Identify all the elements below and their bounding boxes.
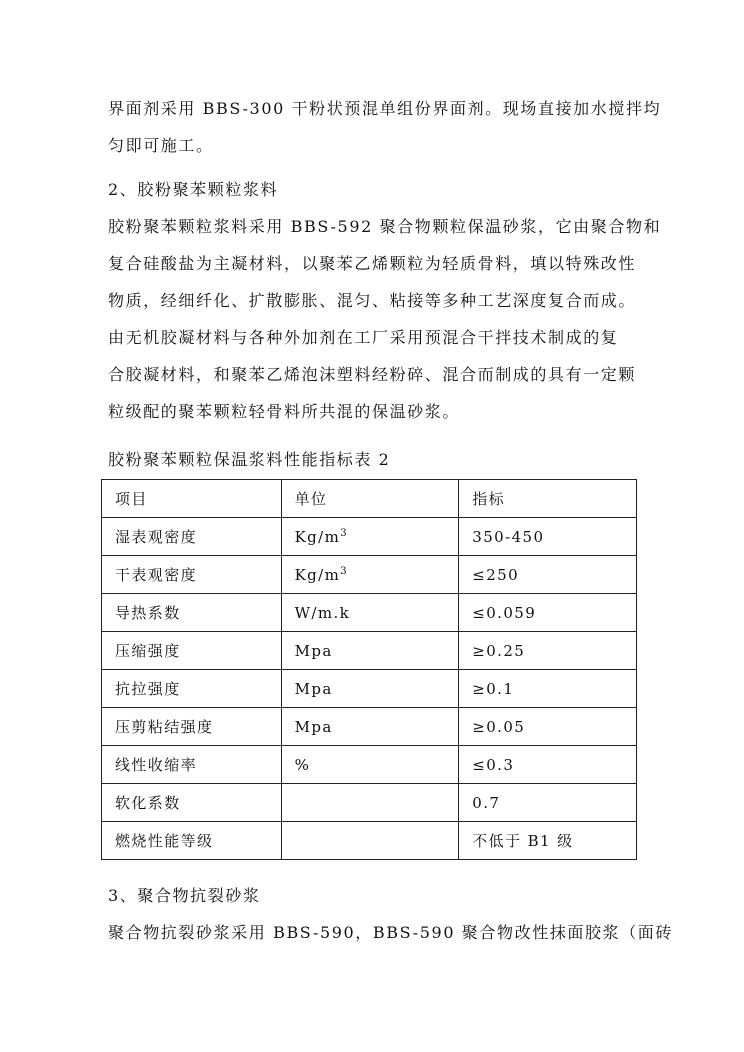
paragraph-line: 匀即可施工。 bbox=[108, 136, 214, 155]
paragraph-line: 由无机胶凝材料与各种外加剂在工厂采用预混合干拌技术制成的复 bbox=[108, 328, 619, 347]
table-header-row bbox=[102, 480, 637, 518]
table-row bbox=[102, 784, 637, 822]
unit-superscript: 3 bbox=[340, 527, 349, 539]
table-row bbox=[102, 556, 637, 594]
cell-index: ≤0.059 bbox=[459, 594, 637, 632]
interface-agent-paragraph bbox=[108, 90, 662, 164]
table-row bbox=[102, 822, 637, 860]
cell-unit bbox=[281, 784, 459, 822]
cell-index: 350-450 bbox=[459, 518, 637, 556]
cell-unit bbox=[281, 632, 459, 670]
cell-item: 抗拉强度 bbox=[102, 670, 282, 708]
paragraph-line: 胶粉聚苯颗粒浆料采用 BBS-592 聚合物颗粒保温砂浆，它由聚合物和 bbox=[108, 217, 662, 236]
table-row bbox=[102, 518, 637, 556]
unit-superscript: 3 bbox=[340, 565, 349, 577]
cell-item: 干表观密度 bbox=[102, 556, 282, 594]
paragraph-line: 界面剂采用 BBS-300 干粉状预混单组份界面剂。现场直接加水搅拌均 bbox=[108, 99, 662, 118]
performance-index-table bbox=[101, 479, 637, 860]
cell-index: 0.7 bbox=[459, 784, 637, 822]
cell-item: 软化系数 bbox=[102, 784, 282, 822]
header-item: 项目 bbox=[102, 480, 282, 518]
unit-base: % bbox=[294, 755, 311, 774]
table-row bbox=[102, 708, 637, 746]
cell-item: 湿表观密度 bbox=[102, 518, 282, 556]
paragraph-line: 合胶凝材料，和聚苯乙烯泡沫塑料经粉碎、混合而制成的具有一定颗 bbox=[108, 365, 637, 384]
table-row bbox=[102, 594, 637, 632]
table-row bbox=[102, 746, 637, 784]
cell-unit bbox=[281, 556, 459, 594]
cell-item: 压缩强度 bbox=[102, 632, 282, 670]
unit-base: Mpa bbox=[294, 717, 333, 736]
cell-index: ≥0.25 bbox=[459, 632, 637, 670]
cell-unit bbox=[281, 746, 459, 784]
paragraph-line: 粒级配的聚苯颗粒轻骨料所共混的保温砂浆。 bbox=[108, 402, 461, 421]
header-unit: 单位 bbox=[281, 480, 459, 518]
unit-base: Kg/m bbox=[294, 527, 341, 546]
cell-index: ≥0.05 bbox=[459, 708, 637, 746]
table-row bbox=[102, 670, 637, 708]
unit-base: Mpa bbox=[294, 679, 333, 698]
cell-item: 压剪粘结强度 bbox=[102, 708, 282, 746]
header-index: 指标 bbox=[459, 480, 637, 518]
cell-unit bbox=[281, 594, 459, 632]
paragraph-line: 物质，经细纤化、扩散膨胀、混匀、粘接等多种工艺深度复合而成。 bbox=[108, 291, 637, 310]
cell-unit bbox=[281, 822, 459, 860]
section-2-heading: 2、胶粉聚苯颗粒浆料 bbox=[108, 180, 279, 199]
paragraph-line: 复合硅酸盐为主凝材料，以聚苯乙烯颗粒为轻质骨料，填以特殊改性 bbox=[108, 254, 637, 273]
cell-item: 线性收缩率 bbox=[102, 746, 282, 784]
cell-item: 燃烧性能等级 bbox=[102, 822, 282, 860]
unit-base: Mpa bbox=[294, 641, 333, 660]
cell-index: ≥0.1 bbox=[459, 670, 637, 708]
cell-unit bbox=[281, 708, 459, 746]
table-caption: 胶粉聚苯颗粒保温浆料性能指标表 2 bbox=[108, 450, 391, 469]
cell-index: 不低于 B1 级 bbox=[459, 822, 637, 860]
unit-base: Kg/m bbox=[294, 565, 341, 584]
cell-index: ≤0.3 bbox=[459, 746, 637, 784]
cell-unit bbox=[281, 518, 459, 556]
cell-index: ≤250 bbox=[459, 556, 637, 594]
table-row bbox=[102, 632, 637, 670]
cell-item: 导热系数 bbox=[102, 594, 282, 632]
cell-unit bbox=[281, 670, 459, 708]
section-3-heading: 3、聚合物抗裂砂浆 bbox=[108, 886, 261, 905]
paragraph-line: 聚合物抗裂砂浆采用 BBS-590，BBS-590 聚合物改性抹面胶浆（面砖 bbox=[108, 923, 673, 942]
anti-crack-mortar-paragraph bbox=[108, 914, 673, 951]
granule-slurry-paragraph bbox=[108, 208, 662, 430]
unit-base: W/m.k bbox=[294, 603, 351, 622]
